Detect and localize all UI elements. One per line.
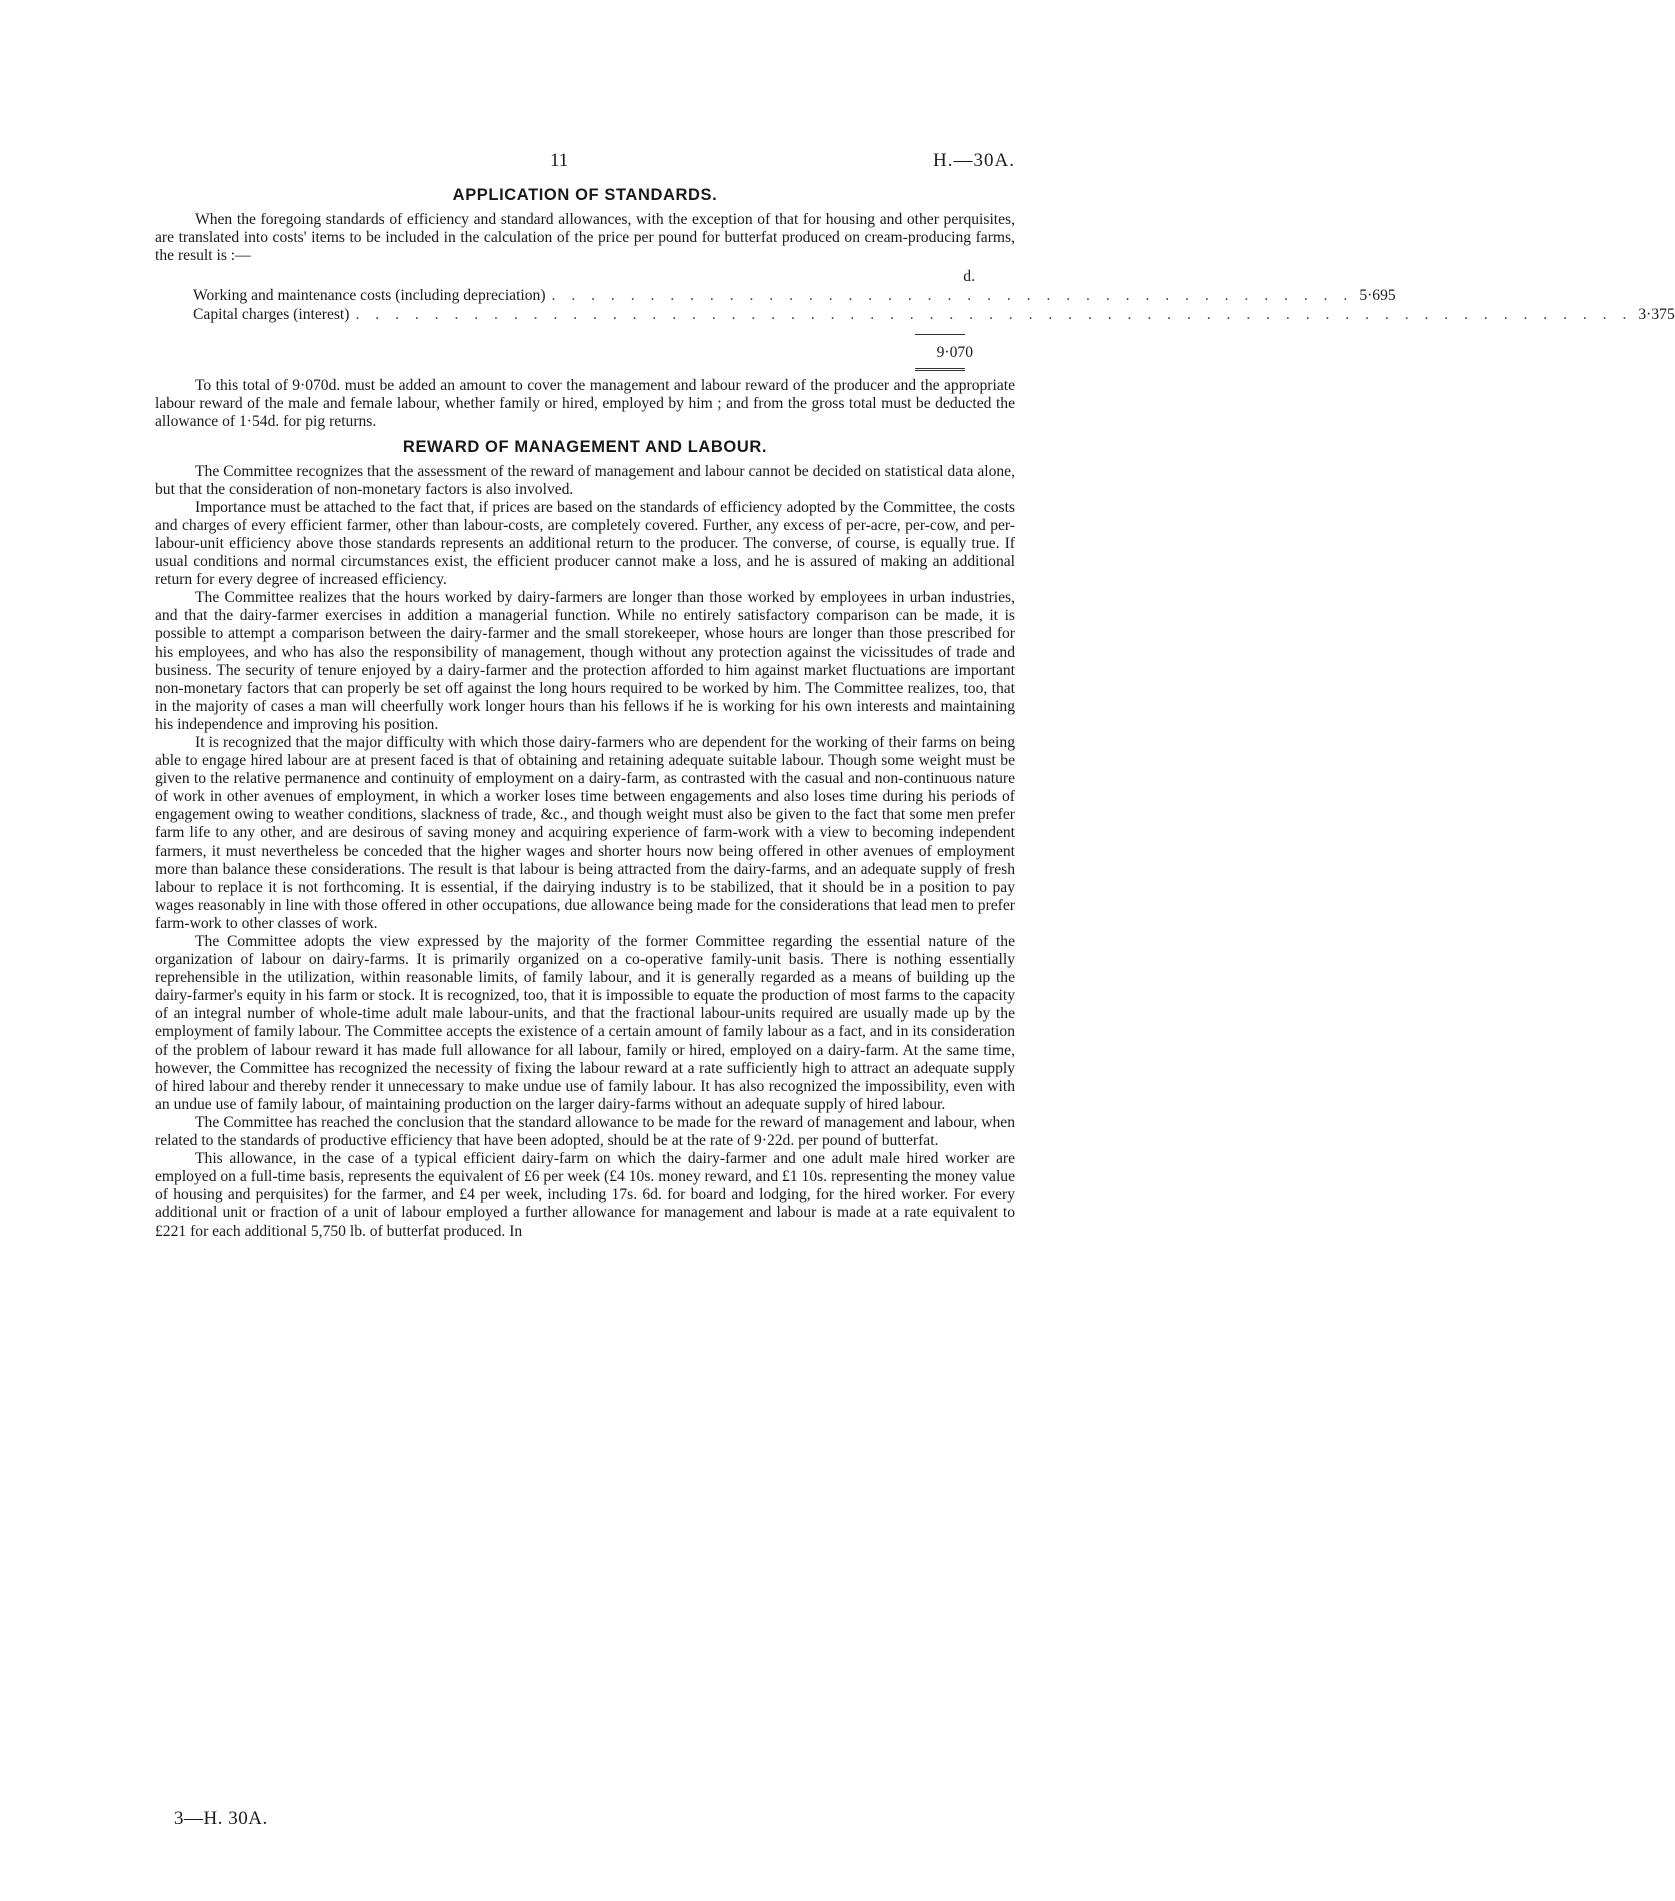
document-reference: H.—30A.: [933, 150, 1015, 171]
page-number: 11: [550, 150, 569, 171]
paragraph: Importance must be attached to the fact that, if prices are based on the standards of efficiency adopted by the Committee, the costs and charges of every efficient farmer, other than labour-costs, are completely covered. Further, any excess of per-acre, per-cow, and per-labour-unit efficiency above those standards represents an additional return to the producer. The converse, of course, is equally true. If usual conditions and normal circumstances exist, the efficient producer cannot make a loss, and he is assured of making an additional return for every degree of increased efficiency.: [155, 498, 1015, 589]
cost-row-value: 3·375: [1638, 306, 1675, 324]
section-heading-application-of-standards: APPLICATION OF STANDARDS.: [452, 186, 718, 204]
page-header: [155, 150, 1015, 180]
cost-table-total: 9·070: [936, 344, 973, 362]
paragraph-after-table: To this total of 9·070d. must be added an amount to cover the management and labour reward of the producer and the appropriate labour reward of the male and female labour, whether family or hired, employed by him ; and from the gross total must be deducted the allowance of 1·54d. for pig returns.: [155, 377, 1015, 431]
cost-table: [155, 267, 1675, 371]
paragraph: The Committee has reached the conclusion that the standard allowance to be made for the reward of management and labour, when related to the standards of productive efficiency that have been adopted, should be at the rate of 9·22d. per pound of butterfat.: [155, 1113, 1015, 1150]
cost-row-label: Working and maintenance costs (including depreciation): [193, 287, 546, 305]
cost-row-value: 5·695: [1359, 287, 1396, 305]
paragraph: The Committee recognizes that the assessment of the reward of management and labour cannot be decided on statistical data alone, but that the consideration of non-monetary factors is also involved.: [155, 462, 1015, 498]
paragraph: This allowance, in the case of a typical efficient dairy-farm on which the dairy-farmer and one adult male hired worker are employed on a full-time basis, represents the equivalent of £6 per week (£4 10s. money reward, and £1 10s. representing the money value of housing and perquisites) for the farmer, and £4 per week, including 17s. 6d. for board and lodging, for the hired worker. For every additional unit or fraction of a unit of labour employed a further allowance for management and labour is made at a rate equivalent to £221 for each additional 5,750 lb. of butterfat produced. In: [155, 1150, 1016, 1240]
total-rule: [915, 334, 965, 335]
cost-table-unit: d.: [963, 268, 975, 286]
cost-table-row: [155, 286, 1396, 305]
paragraph: It is recognized that the major difficulty with which those dairy-farmers who are dependent for the working of their farms on being able to engage hired labour are at present faced is that of obtaining and retaining adequate suitable labour. Though some weight must be given to the relative permanence and continuity of employment on a dairy-farm, as contrasted with the casual and non-continuous nature of work in other avenues of employment, in which a worker loses time between engagements and also loses time during his periods of engagement owing to weather conditions, slackness of trade, &c., and though weight must also be given to the fact that some men prefer farm life to any other, and are desirous of saving money and acquiring experience of farm-work with a view to becoming independent farmers, it must nevertheless be conceded that the higher wages and shorter hours now being offered in other avenues of employment more than balance these considerations. The result is that labour is being attracted from the dairy-farms, and an adequate supply of fresh labour to replace it is not forthcoming. It is essential, if the dairying industry is to be stabilized, that it should be in a position to pay wages reasonably in line with those offered in other occupations, due allowance being made for the considerations that lead men to prefer farm-work to other classes of work.: [155, 733, 1015, 932]
paragraph-intro: When the foregoing standards of efficiency and standard allowances, with the exception of that for housing and other perquisites, are translated into costs' items to be included in the calculation of the price per pound for butterfat produced on cream-producing farms, the result is :—: [155, 211, 1015, 265]
leader-dots: . . . . . . . . . . . . . . . . . . . . . . . . . . . . . . . . . . . . . . . . .: [551, 287, 1354, 305]
printer-signature: 3—H. 30A.: [174, 1808, 268, 1829]
total-double-rule: [915, 368, 965, 371]
document-page: [155, 150, 1675, 1241]
cost-table-row: [155, 305, 1675, 324]
leader-dots: . . . . . . . . . . . . . . . . . . . . . . . . . . . . . . . . . . . . . . . . . . . . . . . . . . . . . . . . . . . . . . . . .: [355, 306, 1633, 324]
cost-row-label: Capital charges (interest): [193, 306, 350, 324]
paragraph: The Committee realizes that the hours worked by dairy-farmers are longer than those worked by employees in urban industries, and that the dairy-farmer exercises in addition a managerial function. While no entirely satisfactory comparison can be made, it is possible to attempt a comparison between the dairy-farmer and the small storekeeper, whose hours are longer than those prescribed for his employees, and who has also the responsibility of management, though without any protection against the vicissitudes of trade and business. The security of tenure enjoyed by a dairy-farmer and the protection afforded to him against market fluctuations are important non-monetary factors that can properly be set off against the long hours required to be worked by him. The Committee realizes, too, that in the majority of cases a man will cheerfully work longer hours than his fellows if he is working for his own interests and maintaining his independence and improving his position.: [155, 589, 1015, 733]
section-heading-reward-of-management: REWARD OF MANAGEMENT AND LABOUR.: [402, 437, 768, 456]
paragraph: The Committee adopts the view expressed by the majority of the former Committee regarding the essential nature of the organization of labour on dairy-farms. It is primarily organized on a co-operative family-unit basis. There is nothing essentially reprehensible in the utilization, within reasonable limits, of family labour, and it is generally regarded as a means of building up the dairy-farmer's equity in his farm or stock. It is recognized, too, that it is impossible to equate the production of most farms to the capacity of an integral number of whole-time adult male labour-units, and that the fractional labour-units required are usually made up by the employment of family labour. The Committee accepts the existence of a certain amount of family labour as a fact, and in its consideration of the problem of labour reward it has made full allowance for all labour, family or hired, employed on a dairy-farm. At the same time, however, the Committee has recognized the necessity of fixing the labour reward at a rate sufficiently high to attract an adequate supply of hired labour and thereby render it unnecessary to make undue use of family labour. It has also recognized the impossibility, even with an undue use of family labour, of maintaining production on the larger dairy-farms without an adequate supply of hired labour.: [155, 933, 1015, 1113]
